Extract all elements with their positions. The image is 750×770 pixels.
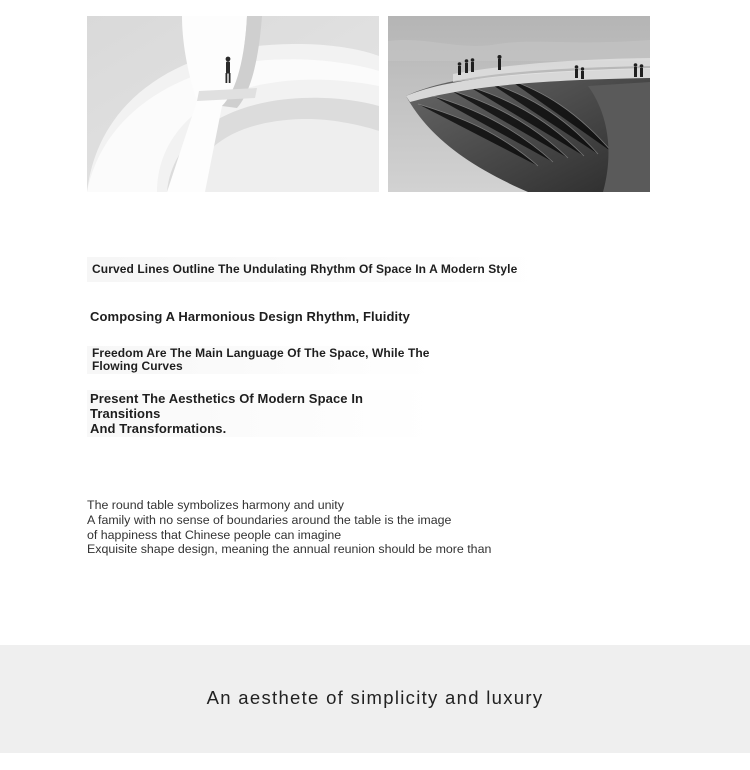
heading-modern-aesthetics <box>87 390 433 437</box>
heading-freedom-language <box>87 346 437 374</box>
curved-bridge-illustration <box>87 16 379 192</box>
tagline-banner <box>0 645 750 753</box>
heading-freedom-line-2: Flowing Curves <box>92 359 183 373</box>
observation-deck-photo <box>388 16 650 192</box>
heading-harmonious-rhythm: Composing A Harmonious Design Rhythm, Fluidity <box>90 309 410 324</box>
description-line: A family with no sense of boundaries around the table is the image <box>87 512 452 527</box>
curved-bridge-photo <box>87 16 379 192</box>
description-line: The round table symbolizes harmony and unity <box>87 498 344 512</box>
round-table-description <box>87 498 567 557</box>
observation-deck-illustration <box>388 16 650 192</box>
heading-aesthetics-line-1: Present The Aesthetics Of Modern Space In Transitions <box>90 391 364 421</box>
description-line: of happiness that Chinese people can imagine <box>87 527 342 542</box>
heading-curved-lines: Curved Lines Outline The Undulating Rhythm Of Space In A Modern Style <box>87 257 537 282</box>
heading-freedom-line-1: Freedom Are The Main Language Of The Space, While The <box>92 346 430 360</box>
description-line: Exquisite shape design, meaning the annual reunion should be more than <box>87 542 492 557</box>
tagline-text: An aesthete of simplicity and luxury <box>206 687 544 708</box>
heading-aesthetics-line-2: And Transformations. <box>90 421 227 436</box>
